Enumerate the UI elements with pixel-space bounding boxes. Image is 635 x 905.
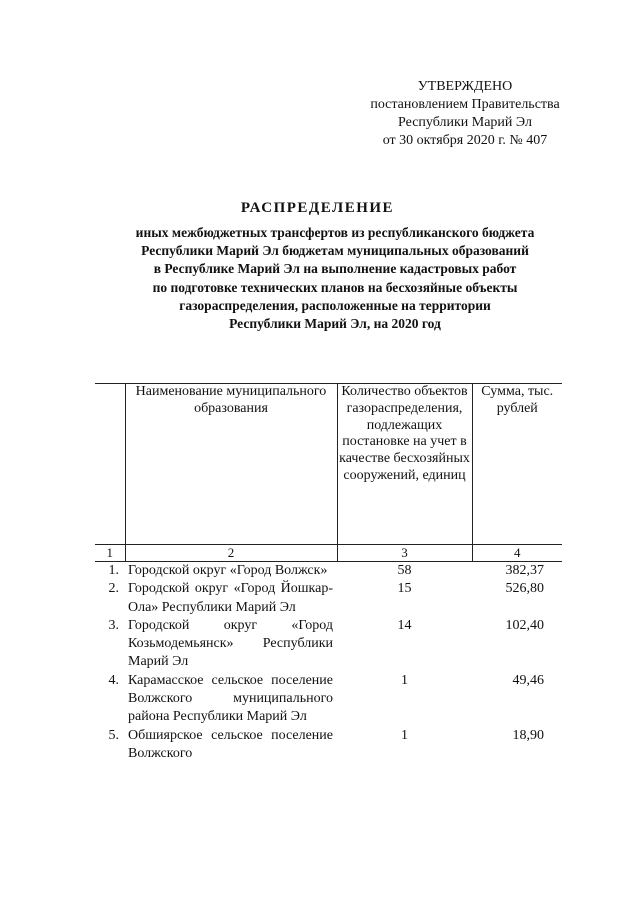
municipality-name: Карамасское сельское поселение Волжского муниципального района Республики Марий Эл	[128, 672, 333, 725]
object-count: 14	[397, 617, 412, 633]
column-number: 4	[472, 545, 562, 562]
row-number: 3.	[108, 617, 119, 633]
table-row	[95, 727, 562, 764]
document-subtitle	[95, 224, 575, 333]
amount: 49,46	[512, 672, 544, 688]
amount: 18,90	[512, 727, 544, 743]
approval-line-resolution: постановлением Правительства	[370, 97, 560, 112]
distribution-table	[95, 383, 562, 763]
row-number: 2.	[108, 581, 119, 597]
table-row	[95, 617, 562, 672]
object-count: 1	[401, 727, 408, 743]
subtitle-line: Республики Марий Эл, на 2020 год	[229, 316, 441, 332]
subtitle-line: по подготовке технических планов на бесхозяйные объекты	[152, 279, 518, 295]
amount: 382,37	[505, 563, 544, 578]
approval-line-republic: Республики Марий Эл	[398, 115, 532, 130]
amount: 102,40	[505, 617, 544, 633]
approval-heading: УТВЕРЖДЕНО	[417, 79, 513, 94]
approval-line-date: от 30 октября 2020 г. № 407	[382, 133, 548, 148]
municipality-name: Городской округ «Город Волжск»	[128, 563, 328, 578]
row-number: 5.	[108, 727, 119, 743]
column-number: 3	[337, 545, 472, 562]
row-number: 4.	[108, 672, 119, 688]
municipality-name: Городской округ «Город Козьмодемьянск» Республики Марий Эл	[128, 617, 333, 670]
header-count: Количество объектов газораспределения, подлежащих постановке на учет в качестве бесхозяйных сооружений, единиц	[337, 384, 472, 545]
table-row	[95, 672, 562, 727]
column-number-row	[95, 545, 562, 562]
subtitle-line: газораспределения, расположенные на территории	[179, 297, 491, 313]
municipality-name: Обшиярское сельское поселение Волжского	[128, 727, 333, 761]
header-name: Наименование муниципального образования	[125, 384, 337, 545]
document-title: РАСПРЕДЕЛЕНИЕ	[240, 200, 395, 216]
header-sum: Сумма, тыс. рублей	[472, 384, 562, 545]
row-number: 1.	[108, 563, 119, 578]
header-number	[95, 384, 125, 545]
approval-block	[330, 78, 600, 150]
table-row	[95, 580, 562, 617]
subtitle-line: Республики Марий Эл бюджетам муниципальных образований	[141, 243, 529, 259]
object-count: 58	[397, 563, 412, 578]
subtitle-line: в Республике Марий Эл на выполнение кадастровых работ	[153, 261, 517, 277]
table-header-row	[95, 384, 562, 545]
object-count: 1	[401, 672, 408, 688]
column-number: 2	[125, 545, 337, 562]
object-count: 15	[397, 581, 412, 597]
column-number: 1	[95, 545, 125, 562]
subtitle-line: иных межбюджетных трансфертов из республиканского бюджета	[135, 225, 535, 240]
municipality-name: Городской округ «Город Йошкар-Ола» Республики Марий Эл	[128, 581, 333, 615]
amount: 526,80	[505, 581, 544, 597]
table-row	[95, 562, 562, 581]
